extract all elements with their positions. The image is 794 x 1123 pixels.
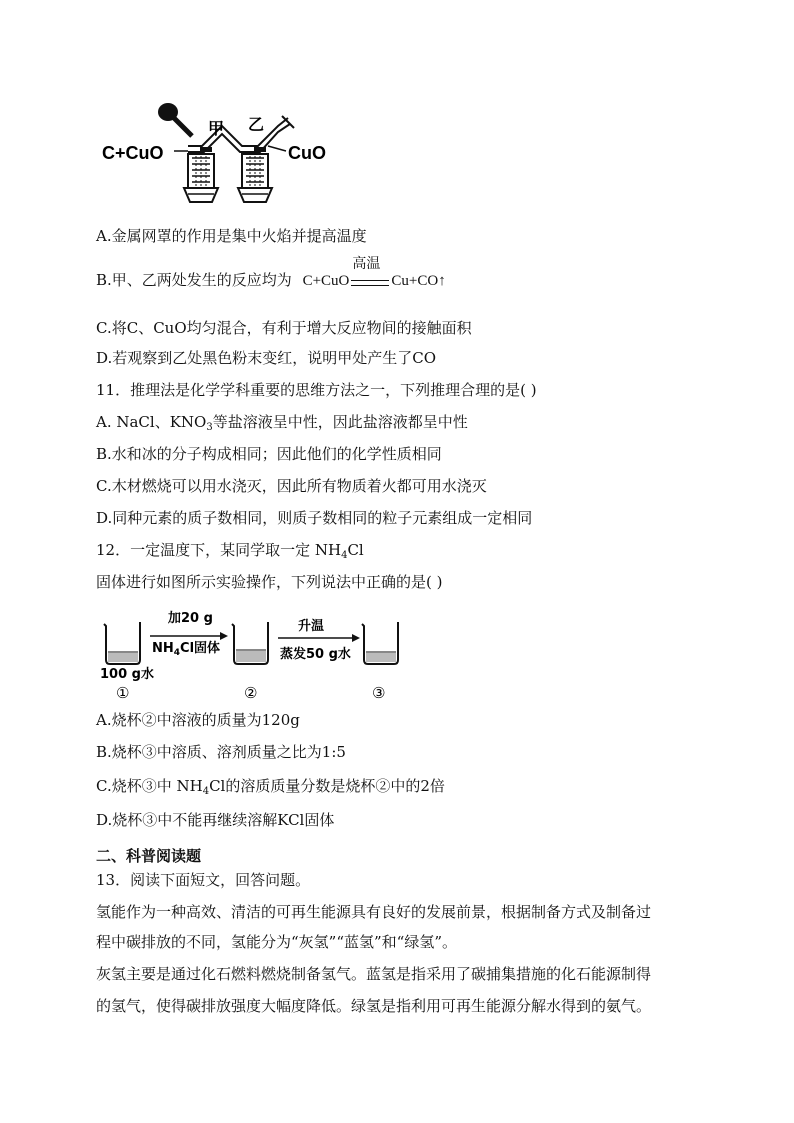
q12-c-suffix: Cl的溶质质量分数是烧杯②中的2倍 <box>209 777 445 795</box>
q13-stem: 13．阅读下面短文，回答问题。 <box>96 871 311 889</box>
burner-2 <box>238 154 272 202</box>
beaker-1 <box>104 622 140 664</box>
q11-option-b: B.水和冰的分子构成相同；因此他们的化学性质相同 <box>96 445 442 463</box>
q12-option-a: A.烧杯②中溶液的质量为120g <box>96 711 300 729</box>
beaker-1-number: ① <box>116 684 130 702</box>
label-jia: 甲 <box>208 119 225 138</box>
burner-1 <box>184 154 218 202</box>
high-temp-condition <box>349 256 391 290</box>
label-cuo: CuO <box>288 143 326 163</box>
beaker-diagram <box>96 604 406 704</box>
q10-option-c: C.将C、CuO均匀混合，有利于增大反应物间的接触面积 <box>96 319 472 337</box>
q10-option-a: A.金属网罩的作用是集中火焰并提高温度 <box>96 227 367 245</box>
q11-a-prefix: A. NaCl、KNO <box>96 413 207 431</box>
glass-tube <box>188 118 288 146</box>
q12-stem-suffix: Cl <box>347 541 364 559</box>
q12-c-sub: 4 <box>202 786 210 797</box>
q11-a-sub: 3 <box>206 422 213 433</box>
q12-stem <box>96 540 364 566</box>
arrow-2-bottom: 蒸发50 g水 <box>280 647 351 662</box>
q11-option-d: D.同种元素的质子数相同，则质子数相同的粒子元素组成一定相同 <box>96 509 533 527</box>
section-2-title: 二、科普阅读题 <box>96 847 202 865</box>
condition-label: 高温 <box>352 256 381 272</box>
beaker-2-number: ② <box>244 684 258 702</box>
q12-c-prefix: C.烧杯③中 NH <box>96 777 203 795</box>
passage-p1-line1: 氢能作为一种高效、清洁的可再生能源具有良好的发展前景，根据制备方式及制备过 <box>96 903 652 921</box>
q10-option-b-prefix: B.甲、乙两处发生的反应均为 <box>96 271 292 289</box>
q11-stem: 11．推理法是化学学科重要的思维方法之一，下列推理合理的是( ) <box>96 381 537 399</box>
label-c-cuo: C+CuO <box>102 143 164 163</box>
passage-p2-line2: 的氢气，使得碳排放强度大幅度降低。绿氢是指利用可再生能源分解水得到的氨气。 <box>96 997 652 1015</box>
q12-stem-prefix: 12．一定温度下，某同学取一定 NH <box>96 541 342 559</box>
q12-option-b: B.烧杯③中溶质、溶剂质量之比为1:5 <box>96 743 346 761</box>
arrow-1-bottom: $NH_4Cl$固体 <box>152 641 221 658</box>
passage-p1-line2: 程中碳排放的不同，氢能分为“灰氢”“蓝氢”和“绿氢”。 <box>96 933 458 951</box>
q10-option-b-eq-right: Cu+CO↑ <box>391 273 446 289</box>
water-label: 100 g水 <box>100 667 154 682</box>
passage-p2-line1: 灰氢主要是通过化石燃料燃烧制备氢气。蓝氢是指采用了碳捕集措施的化石能源制得 <box>96 965 652 983</box>
beaker-2 <box>232 622 268 664</box>
q11-option-c: C.木材燃烧可以用水浇灭，因此所有物质着火都可用水浇灭 <box>96 477 487 495</box>
q10-option-b-eq-left: C+CuO <box>302 273 350 289</box>
q12-option-c <box>96 776 445 802</box>
beaker-3-number: ③ <box>372 684 386 702</box>
q11-option-a <box>96 412 468 438</box>
q12-stem-2: 固体进行如图所示实验操作，下列说法中正确的是( ) <box>96 573 443 591</box>
q10-option-d: D.若观察到乙处黑色粉末变红，说明甲处产生了CO <box>96 349 437 367</box>
powder-jia <box>200 147 212 152</box>
beaker-3 <box>362 622 398 664</box>
apparatus-diagram <box>96 94 336 214</box>
equals-sign <box>351 280 389 286</box>
arrow-2-top: 升温 <box>298 619 325 634</box>
powder-yi <box>254 147 266 152</box>
q12-option-d: D.烧杯③中不能再继续溶解KCl固体 <box>96 811 335 829</box>
arrow-1-top: 加20 g <box>168 611 213 626</box>
q10-option-b <box>96 256 446 291</box>
q12-stem-sub: 4 <box>341 550 348 561</box>
label-yi: 乙 <box>248 115 265 134</box>
q11-a-suffix: 等盐溶液呈中性，因此盐溶液都呈中性 <box>212 413 468 431</box>
